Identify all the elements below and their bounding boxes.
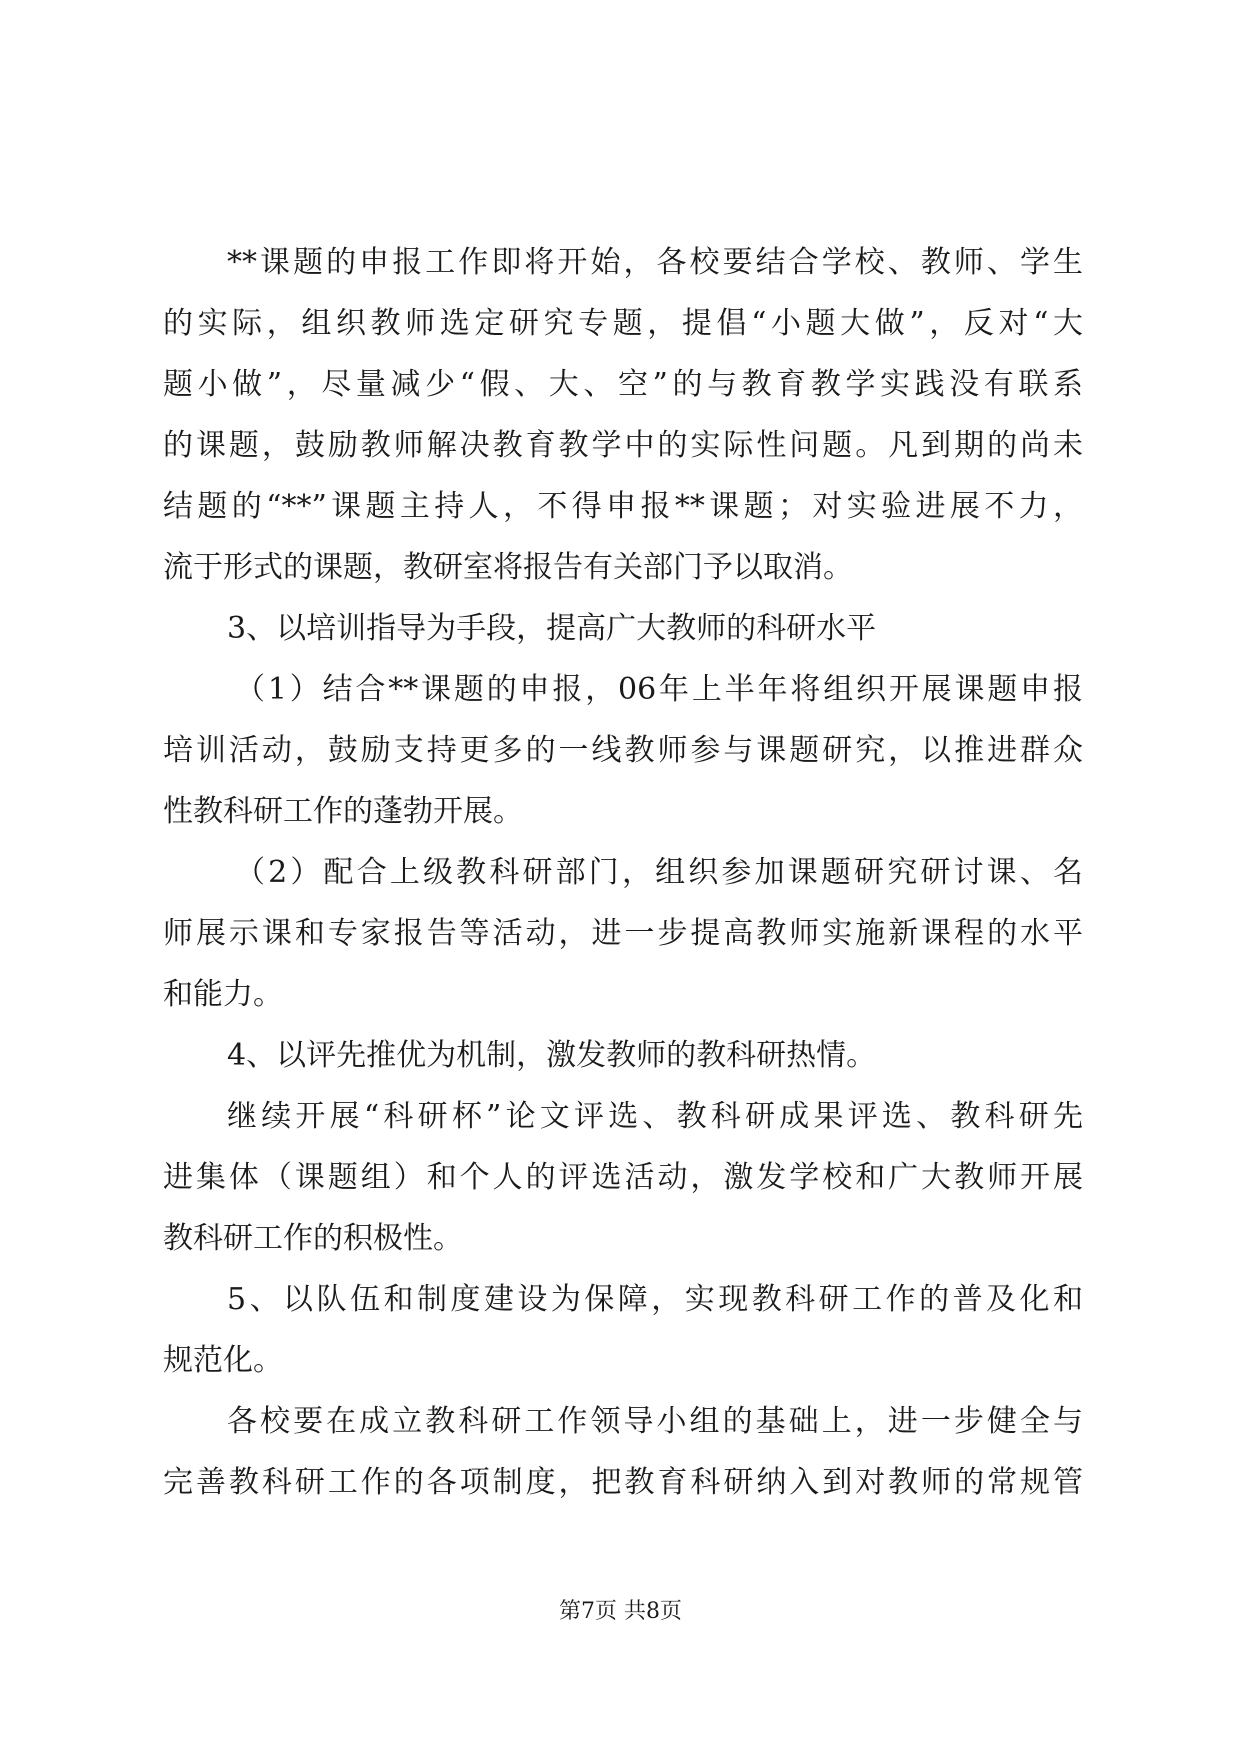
- paragraph-line: 性教科研工作的蓬勃开展。: [163, 794, 523, 829]
- paragraph-line: 结题的“**”课题主持人，不得申报**课题；对实验进展不力，: [163, 489, 1083, 524]
- paragraph-line: 的课题，鼓励教师解决教育教学中的实际性问题。凡到期的尚未: [163, 428, 1083, 463]
- section-heading: 3、以培训指导为手段，提高广大教师的科研水平: [227, 611, 877, 646]
- section-heading: 5、以队伍和制度建设为保障，实现教科研工作的普及化和: [227, 1282, 1083, 1317]
- paragraph-line: 教科研工作的积极性。: [163, 1221, 463, 1256]
- paragraph-line: 师展示课和专家报告等活动，进一步提高教师实施新课程的水平: [163, 916, 1083, 951]
- paragraph-line: 培训活动，鼓励支持更多的一线教师参与课题研究，以推进群众: [163, 733, 1083, 768]
- paragraph-line: 和能力。: [163, 977, 283, 1012]
- paragraph-line: 的实际，组织教师选定研究专题，提倡“小题大做”，反对“大: [163, 306, 1083, 341]
- paragraph-line: 进集体（课题组）和个人的评选活动，激发学校和广大教师开展: [163, 1160, 1083, 1195]
- paragraph-line: （2）配合上级教科研部门，组织参加课题研究研讨课、名: [235, 855, 1083, 890]
- paragraph-line: **课题的申报工作即将开始，各校要结合学校、教师、学生: [227, 245, 1083, 280]
- paragraph-line: 完善教科研工作的各项制度，把教育科研纳入到对教师的常规管: [163, 1465, 1083, 1500]
- paragraph-line: （1）结合**课题的申报，06年上半年将组织开展课题申报: [235, 672, 1083, 707]
- document-body: [163, 232, 1083, 1513]
- section-heading: 4、以评先推优为机制，激发教师的教科研热情。: [227, 1038, 877, 1073]
- section-heading: 规范化。: [163, 1343, 283, 1378]
- page-number: 第7页 共8页: [559, 1599, 682, 1624]
- paragraph-line: 题小做”，尽量减少“假、大、空”的与教育教学实践没有联系: [163, 367, 1083, 402]
- paragraph-line: 各校要在成立教科研工作领导小组的基础上，进一步健全与: [227, 1404, 1083, 1439]
- paragraph-line: 流于形式的课题，教研室将报告有关部门予以取消。: [163, 550, 853, 585]
- paragraph-line: 继续开展“科研杯”论文评选、教科研成果评选、教科研先: [227, 1099, 1083, 1134]
